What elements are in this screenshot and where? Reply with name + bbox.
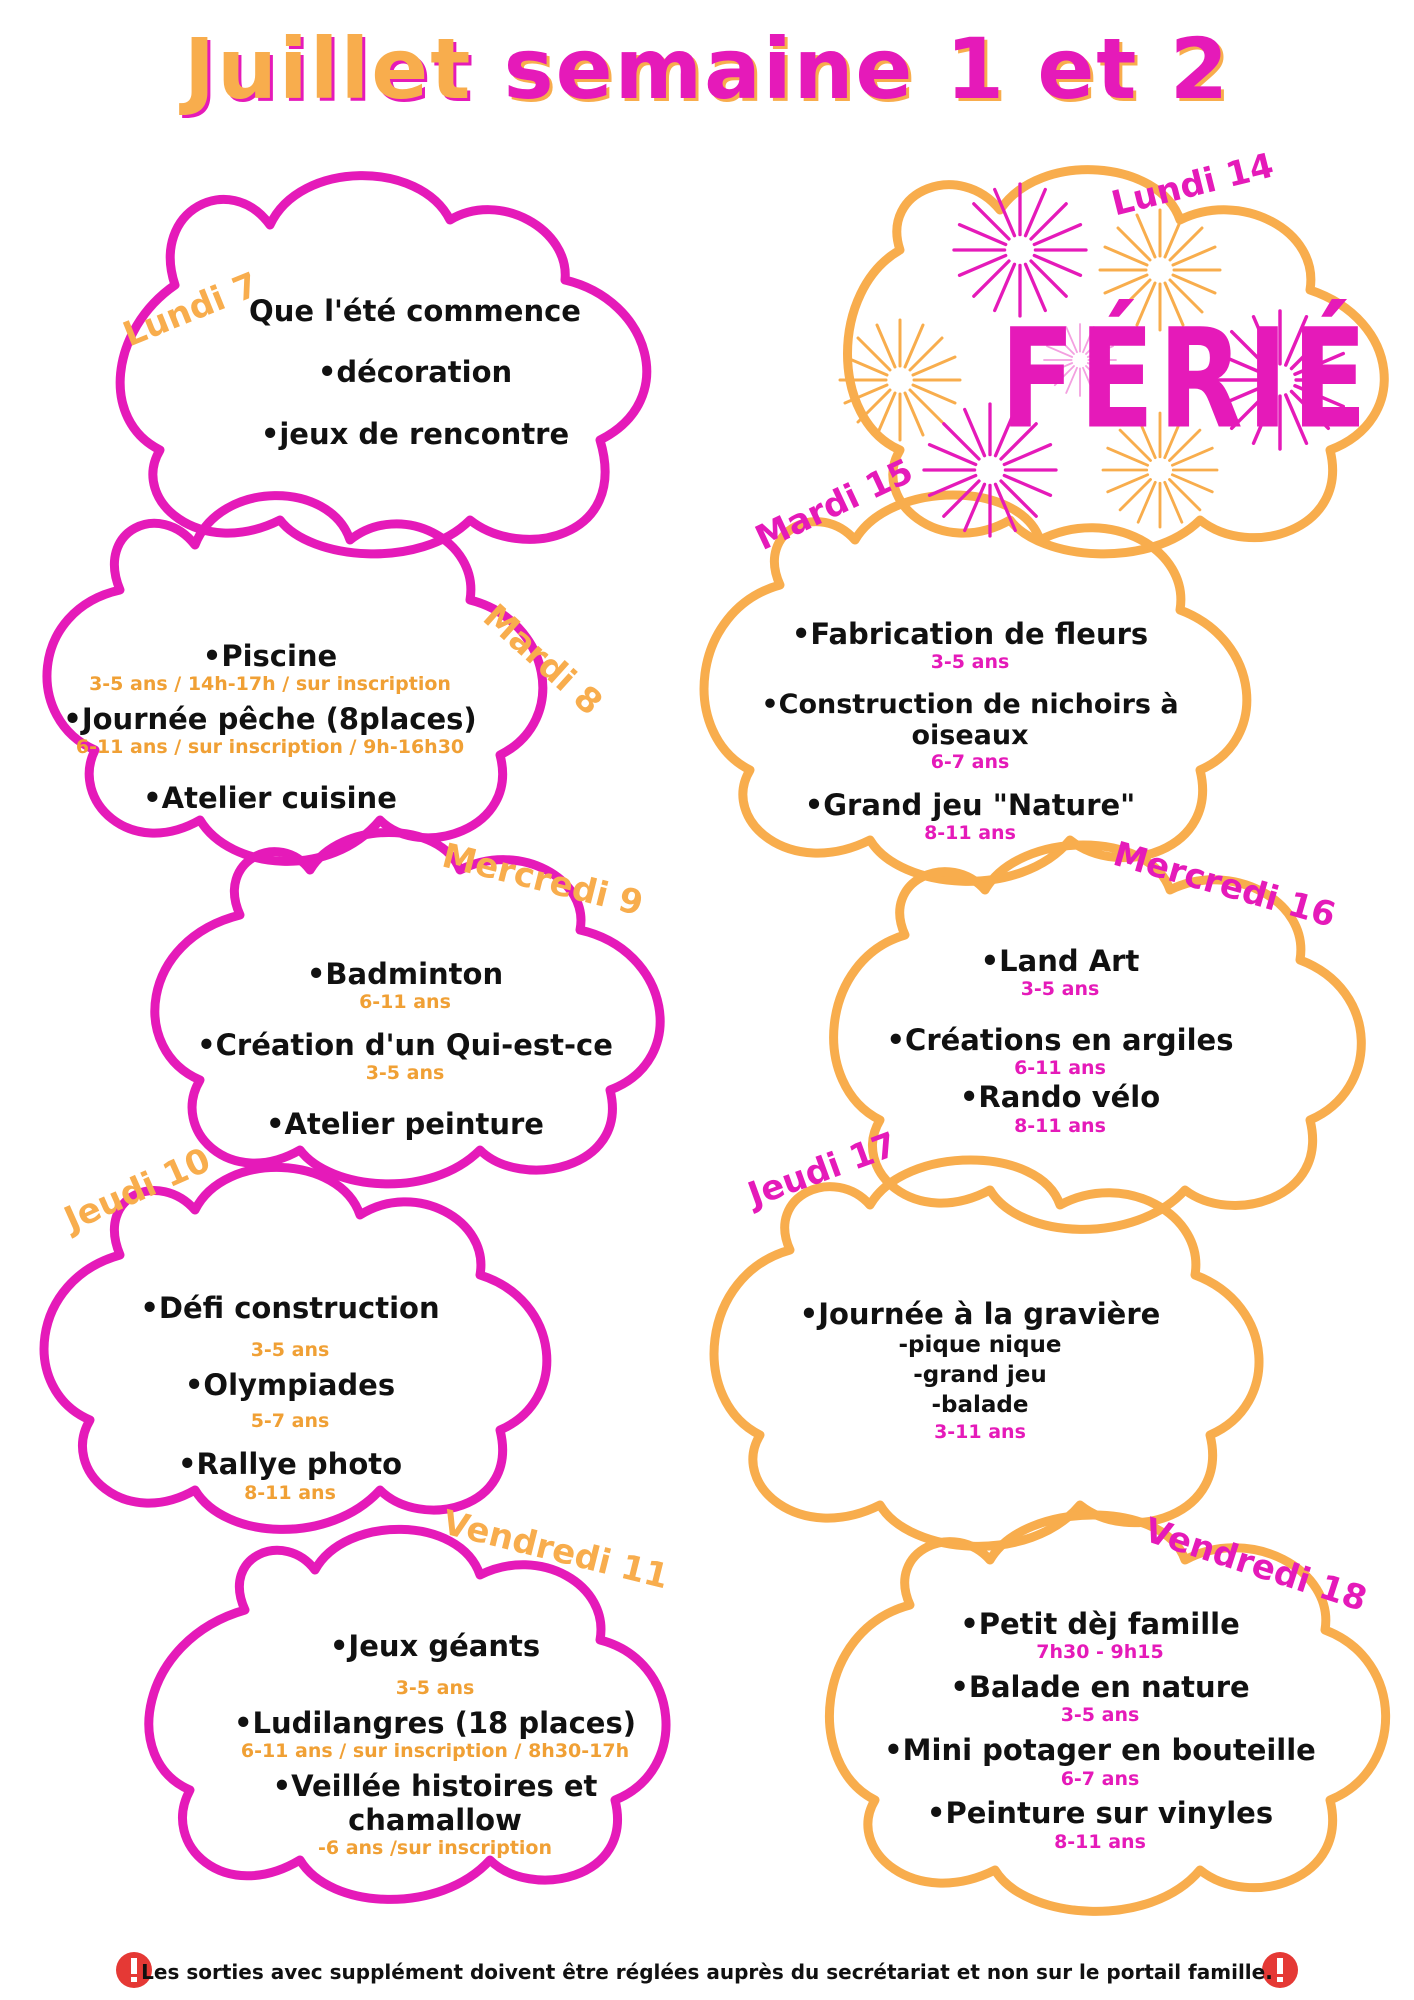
activity-detail: 3-5 ans xyxy=(1060,1704,1140,1727)
jeudi-10-activities xyxy=(80,1292,500,1511)
activity-detail: 6-7 ans xyxy=(1060,1767,1140,1790)
activity-detail: 6-11 ans / sur inscription / 9h-16h30 xyxy=(75,736,465,759)
day-mardi-15: Mardi 15 xyxy=(749,451,920,559)
activity: •Olympiades xyxy=(184,1368,396,1403)
activity: •Création d'un Qui-est-ce xyxy=(197,1028,613,1063)
activity: •jeux de rencontre xyxy=(260,416,570,451)
mardi-15-activities xyxy=(710,618,1230,852)
activity: •Fabrication de fleurs xyxy=(791,617,1149,651)
activity: •Badminton xyxy=(306,957,504,991)
activity-detail: 5-7 ans xyxy=(250,1410,330,1433)
activity-detail: 6-11 ans xyxy=(359,991,451,1014)
ferie-label: FÉRIÉ xyxy=(1000,299,1372,459)
activity-detail: 7h30 - 9h15 xyxy=(1036,1641,1164,1664)
activity-detail: 8-11 ans xyxy=(924,822,1016,845)
activity: •Journée pêche (8places) xyxy=(63,702,477,737)
activity-detail: 8-11 ans xyxy=(244,1481,336,1504)
activity-sub-item: -balade xyxy=(931,1392,1029,1419)
activity-detail: -6 ans /sur inscription xyxy=(317,1836,553,1859)
activity-sub-item: -pique nique xyxy=(898,1332,1062,1359)
vendredi-18-activities xyxy=(870,1608,1330,1860)
activity: •Atelier peinture xyxy=(266,1107,544,1142)
activity-detail: 3-11 ans xyxy=(934,1421,1026,1444)
mardi-8-activities xyxy=(60,640,480,816)
activity-detail: 3-5 ans xyxy=(365,1062,445,1085)
activity-detail: 8-11 ans xyxy=(1054,1830,1146,1853)
activity-detail: 6-11 ans / sur inscription / 8h30-17h xyxy=(240,1740,630,1763)
mercredi-9-activities xyxy=(180,958,630,1142)
activity: •Piscine xyxy=(202,639,338,673)
activity-detail: 3-5 ans / 14h-17h / sur inscription xyxy=(89,673,451,696)
activity-detail: 6-11 ans xyxy=(1014,1057,1106,1080)
vendredi-11-activities xyxy=(200,1630,670,1867)
day-mardi-8: Mardi 8 xyxy=(475,596,610,724)
activity: •Atelier cuisine xyxy=(143,781,397,816)
activity-detail: 3-5 ans xyxy=(930,651,1010,674)
activity: •Mini potager en bouteille xyxy=(884,1733,1316,1768)
title-weeks: semaine 1 et 2 xyxy=(503,20,1231,118)
activity: •Journée à la gravière xyxy=(799,1297,1161,1331)
activity: •Rando vélo xyxy=(959,1080,1161,1115)
activity: •Petit dèj famille xyxy=(960,1607,1240,1641)
title-month: Juillet xyxy=(183,20,473,118)
activity: •Rallye photo xyxy=(177,1447,403,1482)
activity: •Veillée histoires et chamallow xyxy=(272,1769,598,1837)
activity: •Peinture sur vinyles xyxy=(926,1796,1274,1831)
mercredi-16-activities xyxy=(850,945,1270,1144)
jeudi-17-activities xyxy=(760,1298,1200,1451)
activity-detail: 6-7 ans xyxy=(930,751,1010,774)
activity: •Ludilangres (18 places) xyxy=(234,1706,636,1741)
lundi-7-activities xyxy=(215,295,615,451)
day-jeudi-10: Jeudi 10 xyxy=(58,1140,217,1240)
activity: •Défi construction xyxy=(140,1291,440,1325)
activity: •Construction de nichoirs à oiseaux xyxy=(761,689,1179,752)
activity-detail: 8-11 ans xyxy=(1014,1114,1106,1137)
activity: •décoration xyxy=(317,355,513,390)
activity-detail: 3-5 ans xyxy=(1020,978,1100,1001)
activity: •Jeux géants xyxy=(329,1629,541,1663)
day-vendredi-11: Vendredi 11 xyxy=(438,1502,673,1598)
activity: •Créations en argiles xyxy=(886,1023,1234,1058)
activity-sub-item: -grand jeu xyxy=(913,1362,1047,1389)
day-lundi-7: Lundi 7 xyxy=(117,264,264,356)
day-jeudi-17: Jeudi 17 xyxy=(742,1124,903,1216)
activity: •Grand jeu "Nature" xyxy=(804,787,1136,822)
day-vendredi-18: Vendredi 18 xyxy=(1139,1510,1372,1620)
activity: •Balade en nature xyxy=(950,1670,1250,1705)
day-lundi-14: Lundi 14 xyxy=(1107,145,1278,225)
activity: •Land Art xyxy=(980,944,1140,978)
activity-detail: 3-5 ans xyxy=(250,1339,330,1362)
activity-detail: 3-5 ans xyxy=(395,1677,475,1700)
day-mercredi-16: Mercredi 16 xyxy=(1108,834,1340,936)
day-mercredi-9: Mercredi 9 xyxy=(438,835,647,925)
activity: Que l'été commence xyxy=(249,294,581,328)
footer-note: Les sorties avec supplément doivent être réglées auprès du secrétariat et non sur le portail famille. xyxy=(141,1960,1273,1984)
